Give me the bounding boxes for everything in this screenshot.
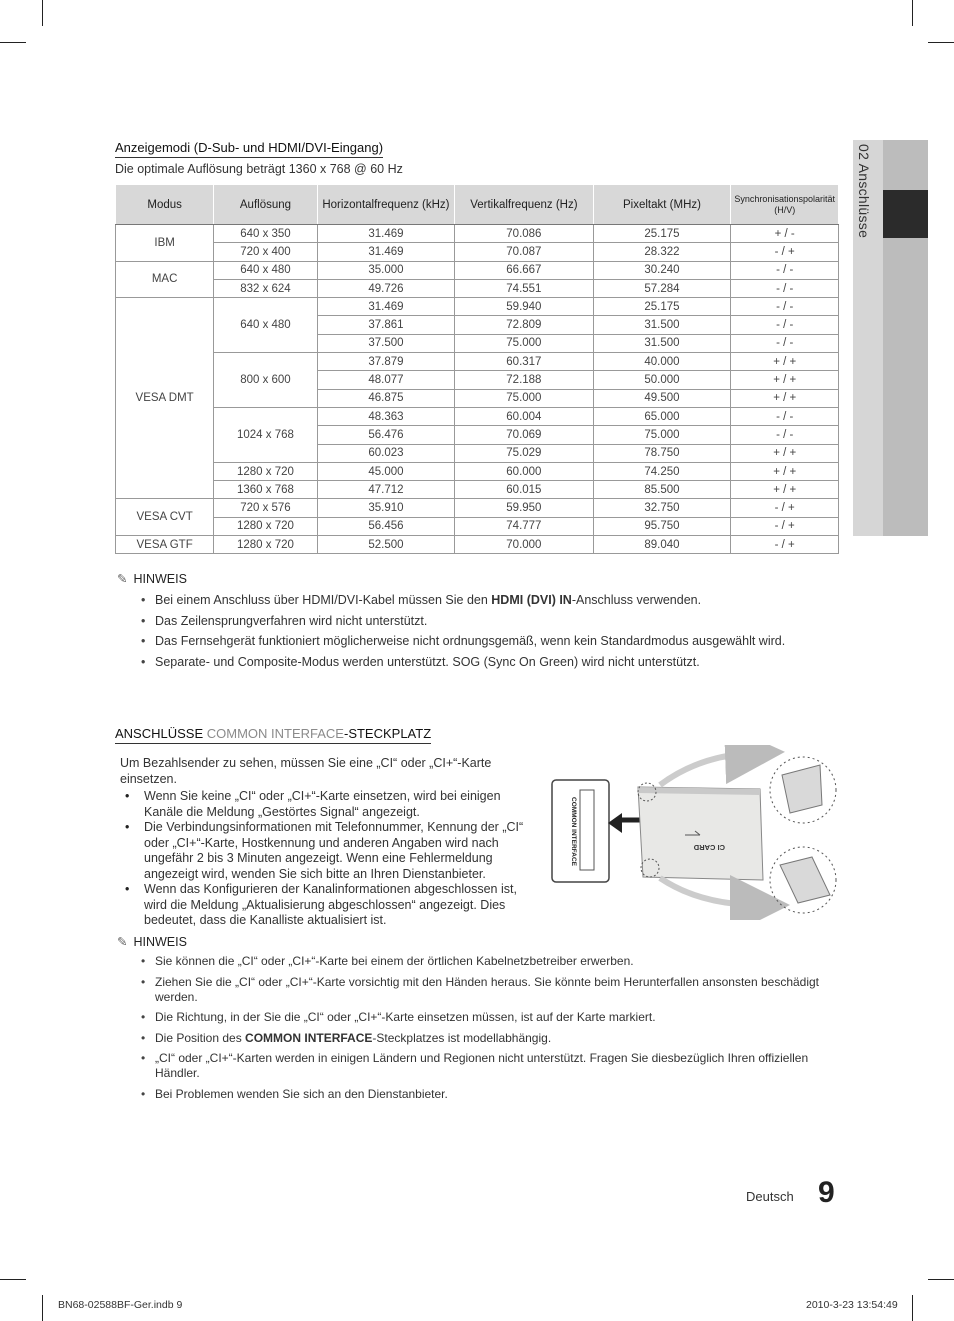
note-item-pre: Die Richtung, in der Sie die „CI“ oder „CI+“-Karte einsetzen müssen, ist auf der Karte markiert. <box>155 1010 656 1024</box>
hfreq-cell: 31.469 <box>317 225 455 243</box>
vfreq-cell: 75.000 <box>455 389 593 407</box>
table-body <box>116 225 839 554</box>
ci-intro: Um Bezahlsender zu sehen, müssen Sie eine „CI“ oder „CI+“-Karte einsetzen. <box>120 756 492 786</box>
vfreq-cell: 70.087 <box>455 243 593 261</box>
polarity-cell: + / + <box>731 389 839 407</box>
note-item <box>141 614 841 629</box>
hfreq-cell: 60.023 <box>317 444 455 462</box>
header-mode: Modus <box>116 185 214 225</box>
note-item <box>141 954 841 969</box>
note-item-pre: Bei Problemen wenden Sie sich an den Dienstanbieter. <box>155 1086 448 1101</box>
hfreq-cell: 56.476 <box>317 426 455 444</box>
resolution-cell: 1024 x 768 <box>214 407 317 462</box>
resolution-cell: 832 x 624 <box>214 279 317 297</box>
hfreq-cell: 48.363 <box>317 407 455 425</box>
pixelclock-cell: 85.500 <box>593 481 731 499</box>
vfreq-cell: 72.809 <box>455 316 593 334</box>
pixelclock-cell: 95.750 <box>593 517 731 535</box>
header-sync-polarity: Synchronisationspolarität (H/V) <box>731 185 839 225</box>
page-number: 9 <box>818 1176 835 1209</box>
mode-cell: VESA DMT <box>116 298 214 499</box>
card-corner-detail-bottom <box>780 857 830 903</box>
polarity-cell: + / + <box>731 371 839 389</box>
vfreq-cell: 70.069 <box>455 426 593 444</box>
print-file-info: BN68-02588BF-Ger.indb 9 <box>58 1299 183 1311</box>
card-corner-detail-top <box>782 765 822 813</box>
vfreq-cell: 60.004 <box>455 407 593 425</box>
polarity-cell: - / + <box>731 536 839 554</box>
pixelclock-cell: 25.175 <box>593 225 731 243</box>
polarity-cell: - / - <box>731 316 839 334</box>
print-timestamp: 2010-3-23 13:54:49 <box>806 1299 898 1311</box>
hfreq-cell: 45.000 <box>317 462 455 480</box>
crop-mark <box>0 42 26 43</box>
modes-subtitle: Die optimale Auflösung beträgt 1360 x 768 @ 60 Hz <box>115 162 403 176</box>
ci-bullet: • Die Verbindungsinformationen mit Telefonnummer, Kennung der „CI“ oder „CI+“-Karte, Hostkennung und anderen Angaben wird nach ungefähr 2 bis 3 Minuten angezeigt. Wenn eine Fehlermeldung angezeigt wird, wenden Sie sich bitte an Ihren Dienstanbieter. <box>120 820 530 882</box>
crop-mark <box>928 42 954 43</box>
ci-card <box>638 787 763 880</box>
polarity-cell: + / - <box>731 225 839 243</box>
table-row <box>116 462 839 480</box>
resolution-cell: 640 x 480 <box>214 261 317 279</box>
hfreq-cell: 31.469 <box>317 298 455 316</box>
table-row <box>116 225 839 243</box>
header-pixelclock: Pixeltakt (MHz) <box>593 185 731 225</box>
pixelclock-cell: 57.284 <box>593 279 731 297</box>
pixelclock-cell: 25.175 <box>593 298 731 316</box>
note-item-bold: COMMON INTERFACE <box>245 1030 373 1045</box>
note-item-pre: Separate- und Composite-Modus werden unterstützt. SOG (Sync On Green) wird nicht unterstützt. <box>155 654 700 669</box>
table-row <box>116 536 839 554</box>
note-item-pre: Ziehen Sie die „CI“ oder „CI+“-Karte vorsichtig mit den Händen heraus. Sie könnte beim Herunterfallen ansonsten beschädigt werden. <box>155 974 820 1004</box>
table-row <box>116 353 839 371</box>
vfreq-cell: 60.000 <box>455 462 593 480</box>
note1-heading <box>117 571 187 586</box>
hfreq-cell: 37.861 <box>317 316 455 334</box>
hfreq-cell: 47.712 <box>317 481 455 499</box>
polarity-cell: - / - <box>731 298 839 316</box>
header-hfreq: Horizontalfrequenz (kHz) <box>317 185 455 225</box>
ci-bullets <box>120 789 530 929</box>
note-item <box>141 655 841 670</box>
hfreq-cell: 37.879 <box>317 353 455 371</box>
polarity-cell: + / + <box>731 462 839 480</box>
note-item <box>141 593 841 608</box>
pixelclock-cell: 65.000 <box>593 407 731 425</box>
table-row <box>116 298 839 316</box>
mode-cell: VESA GTF <box>116 536 214 554</box>
table-row <box>116 499 839 517</box>
pixelclock-cell: 50.000 <box>593 371 731 389</box>
vfreq-cell: 60.317 <box>455 353 593 371</box>
crop-mark <box>42 0 43 26</box>
pixelclock-cell: 30.240 <box>593 261 731 279</box>
vfreq-cell: 74.777 <box>455 517 593 535</box>
note-item-pre: Bei einem Anschluss über HDMI/DVI-Kabel müssen Sie den <box>155 593 492 607</box>
table-row <box>116 407 839 425</box>
vfreq-cell: 74.551 <box>455 279 593 297</box>
modes-title: Anzeigemodi (D-Sub- und HDMI/DVI-Eingang) <box>115 140 383 158</box>
pixelclock-cell: 31.500 <box>593 334 731 352</box>
note1-heading-text: HINWEIS <box>133 572 187 586</box>
pixelclock-cell: 78.750 <box>593 444 731 462</box>
note-item-pre: Sie können die „CI“ oder „CI+“-Karte bei einem der örtlichen Kabelnetzbetreiber erwerben. <box>155 954 634 968</box>
chapter-tab <box>853 140 928 536</box>
note1-list <box>141 593 841 675</box>
pencil-icon: ✎ <box>117 935 128 949</box>
ci-title-part1: ANSCHLÜSSE <box>115 726 207 741</box>
mode-cell: VESA CVT <box>116 499 214 536</box>
ci-title-accent: COMMON INTERFACE <box>206 726 344 741</box>
hfreq-cell: 52.500 <box>317 536 455 554</box>
hfreq-cell: 35.910 <box>317 499 455 517</box>
table-row <box>116 261 839 279</box>
vfreq-cell: 70.086 <box>455 225 593 243</box>
pixelclock-cell: 31.500 <box>593 316 731 334</box>
note-item-pre: Das Zeilensprungverfahren wird nicht unterstützt. <box>155 613 428 628</box>
ci-section-title <box>115 726 431 744</box>
resolution-cell: 1280 x 720 <box>214 517 317 535</box>
note-item <box>141 1010 841 1025</box>
vfreq-cell: 59.950 <box>455 499 593 517</box>
polarity-cell: - / + <box>731 243 839 261</box>
note-item-post: -Anschluss verwenden. <box>571 593 702 607</box>
chapter-tab-label: 02 Anschlüsse <box>856 144 872 239</box>
zoom-arrow-bottom-icon <box>660 878 760 905</box>
ci-card-illustration <box>550 745 840 920</box>
table-header-row <box>116 185 839 225</box>
hfreq-cell: 35.000 <box>317 261 455 279</box>
polarity-cell: - / - <box>731 407 839 425</box>
note-item <box>141 634 841 649</box>
polarity-cell: - / - <box>731 426 839 444</box>
crop-mark <box>912 0 913 26</box>
note2-list <box>141 954 841 1107</box>
hfreq-cell: 31.469 <box>317 243 455 261</box>
mode-cell: MAC <box>116 261 214 298</box>
polarity-cell: + / + <box>731 353 839 371</box>
display-modes-table <box>115 184 839 554</box>
zoom-arrow-top-icon <box>660 753 755 785</box>
polarity-cell: + / + <box>731 444 839 462</box>
ci-description <box>120 756 530 929</box>
vfreq-cell: 70.000 <box>455 536 593 554</box>
table-row <box>116 243 839 261</box>
pixelclock-cell: 49.500 <box>593 389 731 407</box>
polarity-cell: - / + <box>731 517 839 535</box>
pixelclock-cell: 28.322 <box>593 243 731 261</box>
vfreq-cell: 60.015 <box>455 481 593 499</box>
note-item-bold: HDMI (DVI) IN <box>491 593 572 607</box>
resolution-cell: 800 x 600 <box>214 353 317 408</box>
ci-card-label: CI CARD <box>693 843 725 852</box>
pixelclock-cell: 89.040 <box>593 536 731 554</box>
resolution-cell: 1280 x 720 <box>214 536 317 554</box>
note-item <box>141 975 841 1005</box>
pixelclock-cell: 32.750 <box>593 499 731 517</box>
polarity-cell: + / + <box>731 481 839 499</box>
pixelclock-cell: 75.000 <box>593 426 731 444</box>
vfreq-cell: 72.188 <box>455 371 593 389</box>
crop-mark <box>0 1279 26 1280</box>
vfreq-cell: 59.940 <box>455 298 593 316</box>
note2-heading <box>117 934 187 949</box>
crop-mark <box>912 1295 913 1321</box>
note-item <box>141 1087 841 1102</box>
polarity-cell: - / - <box>731 334 839 352</box>
vfreq-cell: 66.667 <box>455 261 593 279</box>
crop-mark <box>42 1295 43 1321</box>
slot-opening <box>580 790 594 870</box>
note-item <box>141 1051 841 1081</box>
pixelclock-cell: 74.250 <box>593 462 731 480</box>
polarity-cell: - / - <box>731 279 839 297</box>
note-item-pre: Die Position des <box>155 1030 246 1045</box>
note-item-pre: Das Fernsehgerät funktioniert möglicherweise nicht ordnungsgemäß, wenn kein Standardmodus ausgewählt wird. <box>155 634 786 648</box>
table-row <box>116 279 839 297</box>
hfreq-cell: 48.077 <box>317 371 455 389</box>
footer-language: Deutsch <box>746 1189 794 1204</box>
note-item-pre: „CI“ oder „CI+“-Karten werden in einigen Ländern und Regionen nicht unterstützt. Fragen Sie diesbezüglich Ihren offiziellen Händler. <box>155 1051 809 1080</box>
resolution-cell: 1360 x 768 <box>214 481 317 499</box>
pixelclock-cell: 40.000 <box>593 353 731 371</box>
slot-label: COMMON INTERFACE <box>570 797 577 866</box>
resolution-cell: 640 x 350 <box>214 225 317 243</box>
ci-bullet: • Wenn das Konfigurieren der Kanalinformationen abgeschlossen ist, wird die Meldung „Aktualisierung abgeschlossen“ angezeigt. Dies bedeutet, dass die Kanalliste aktualisiert ist. <box>120 882 530 929</box>
table-row <box>116 517 839 535</box>
chapter-tab-marker <box>883 190 928 238</box>
table-row <box>116 481 839 499</box>
hfreq-cell: 49.726 <box>317 279 455 297</box>
vfreq-cell: 75.000 <box>455 334 593 352</box>
insert-arrow-head <box>608 813 622 833</box>
pencil-icon: ✎ <box>117 572 128 586</box>
resolution-cell: 1280 x 720 <box>214 462 317 480</box>
resolution-cell: 720 x 576 <box>214 499 317 517</box>
note-item <box>141 1031 841 1046</box>
ci-title-part3: -STECKPLATZ <box>343 726 432 741</box>
resolution-cell: 720 x 400 <box>214 243 317 261</box>
mode-cell: IBM <box>116 225 214 262</box>
hfreq-cell: 56.456 <box>317 517 455 535</box>
note2-heading-text: HINWEIS <box>133 935 187 949</box>
resolution-cell: 640 x 480 <box>214 298 317 353</box>
note-item-post: -Steckplatzes ist modellabhängig. <box>372 1030 552 1045</box>
crop-mark <box>928 1279 954 1280</box>
ci-bullet: • Wenn Sie keine „CI“ oder „CI+“-Karte einsetzen, wird bei einigen Kanäle die Meldung „Gestörtes Signal“ angezeigt. <box>120 789 530 820</box>
hfreq-cell: 46.875 <box>317 389 455 407</box>
polarity-cell: - / + <box>731 499 839 517</box>
hfreq-cell: 37.500 <box>317 334 455 352</box>
header-resolution: Auflösung <box>214 185 317 225</box>
polarity-cell: - / - <box>731 261 839 279</box>
vfreq-cell: 75.029 <box>455 444 593 462</box>
header-vfreq: Vertikalfrequenz (Hz) <box>455 185 593 225</box>
